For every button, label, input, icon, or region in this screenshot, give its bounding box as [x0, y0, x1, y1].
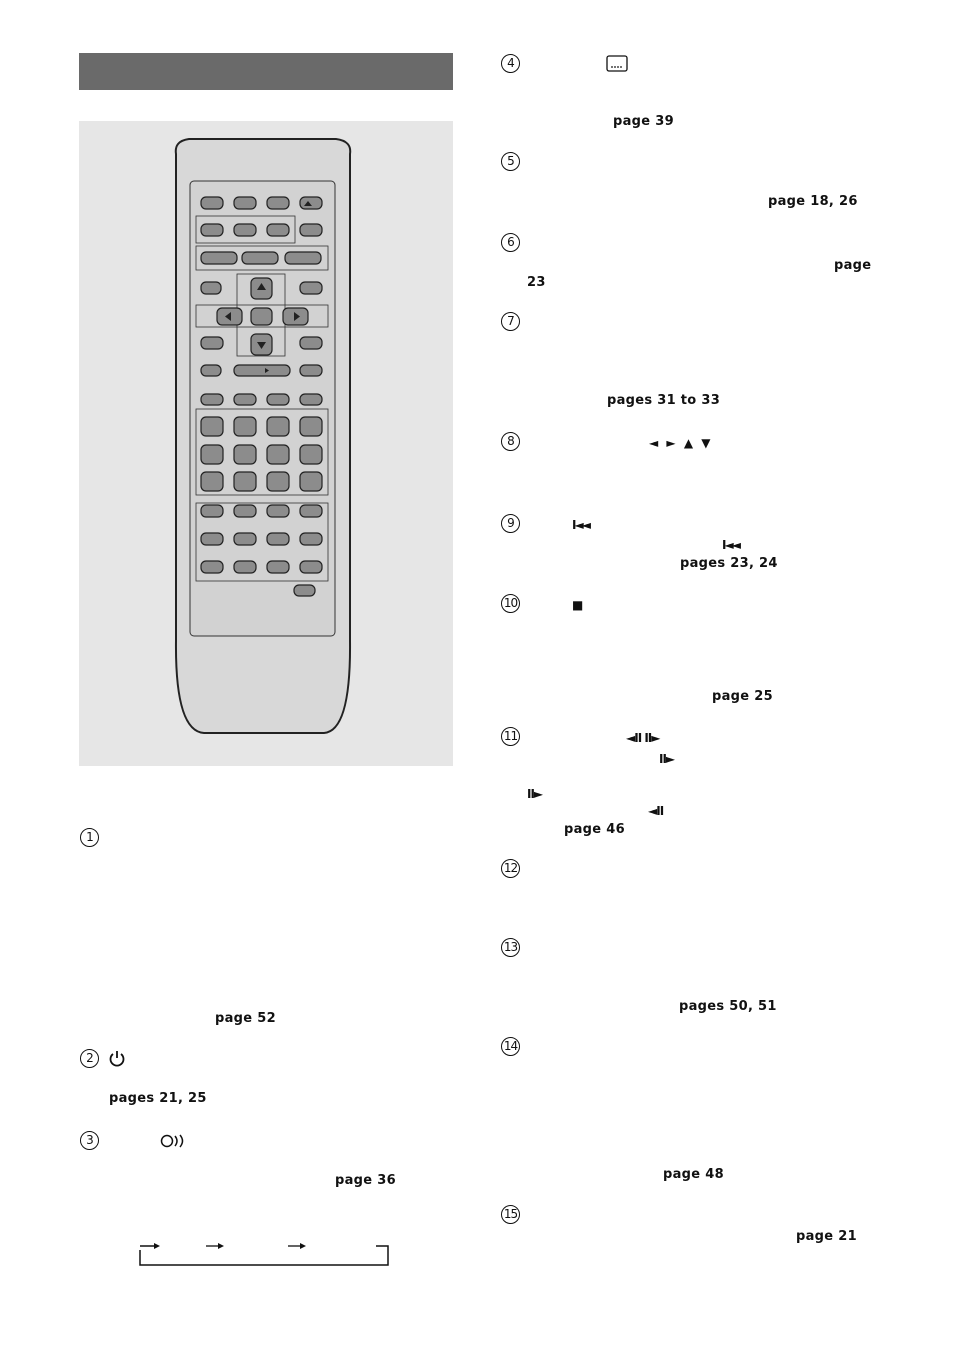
remote-button	[300, 533, 322, 545]
item-number-6: 6	[501, 233, 520, 252]
remote-button	[267, 394, 289, 405]
remote-button	[300, 224, 322, 236]
subtitle-icon	[606, 55, 628, 72]
remote-wide-button	[201, 252, 237, 264]
remote-button	[201, 224, 223, 236]
page-ref-3: page 36	[335, 1173, 396, 1188]
remote-button	[267, 505, 289, 517]
remote-button	[234, 224, 256, 236]
surround-icon	[160, 1133, 188, 1149]
item-number-9: 9	[501, 514, 520, 533]
number-key	[300, 417, 322, 436]
stop-symbol: ■	[572, 598, 585, 612]
step-forward-symbol: II►	[659, 752, 675, 766]
remote-wide-button	[285, 252, 321, 264]
item-number-13: 13	[501, 938, 520, 957]
item-number-3: 3	[80, 1131, 99, 1150]
page-ref-15: page 21	[796, 1229, 857, 1244]
number-key	[267, 472, 289, 491]
item-number-2: 2	[80, 1049, 99, 1068]
item-number-12: 12	[501, 859, 520, 878]
number-key	[300, 472, 322, 491]
remote-button	[201, 365, 221, 376]
item-number-7: 7	[501, 312, 520, 331]
number-key	[234, 445, 256, 464]
number-key	[300, 445, 322, 464]
skip-back-symbol: I◄◄	[572, 518, 589, 532]
page-ref-1: page 52	[215, 1011, 276, 1026]
number-key	[201, 472, 223, 491]
remote-button	[201, 533, 223, 545]
page-ref-2: pages 21, 25	[109, 1091, 207, 1106]
remote-button	[201, 561, 223, 573]
remote-wide-button	[242, 252, 278, 264]
number-key	[201, 445, 223, 464]
page-ref-5: page 18, 26	[768, 194, 858, 209]
play-button	[234, 365, 290, 376]
cycle-arrow	[300, 1243, 306, 1249]
remote-button	[234, 561, 256, 573]
page-ref-6a: page	[834, 258, 872, 273]
step-back-symbol: ◄II	[648, 804, 664, 818]
cycle-arrow	[218, 1243, 224, 1249]
remote-button	[201, 505, 223, 517]
remote-button	[267, 533, 289, 545]
section-header-bar	[79, 53, 453, 90]
page-ref-6b: 23	[527, 275, 546, 290]
page-ref-13: pages 50, 51	[679, 999, 777, 1014]
item-number-15: 15	[501, 1205, 520, 1224]
remote-button	[267, 197, 289, 209]
item-number-4: 4	[501, 54, 520, 73]
remote-button	[234, 505, 256, 517]
item-number-1: 1	[80, 828, 99, 847]
number-key	[234, 472, 256, 491]
page-ref-4: page 39	[613, 114, 674, 129]
slow-frame-symbols: ◄II II►	[626, 731, 660, 745]
power-icon	[108, 1050, 126, 1068]
dpad-enter-button	[251, 308, 272, 325]
remote-button	[201, 394, 223, 405]
remote-button	[300, 337, 322, 349]
item-number-11: 11	[501, 727, 520, 746]
step-forward-symbol-2: II►	[527, 787, 543, 801]
number-key	[267, 445, 289, 464]
remote-button	[267, 561, 289, 573]
page-ref-11: page 46	[564, 822, 625, 837]
remote-button	[234, 533, 256, 545]
item-number-14: 14	[501, 1037, 520, 1056]
mode-cycle-diagram	[134, 1238, 394, 1270]
remote-button	[300, 282, 322, 294]
remote-button	[201, 337, 223, 349]
remote-button	[300, 394, 322, 405]
page-ref-9: pages 23, 24	[680, 556, 778, 571]
page-ref-10: page 25	[712, 689, 773, 704]
remote-button	[267, 224, 289, 236]
page-ref-7: pages 31 to 33	[607, 393, 721, 408]
page-ref-14: page 48	[663, 1167, 724, 1182]
remote-panel	[79, 121, 453, 766]
number-key	[234, 417, 256, 436]
remote-button	[201, 282, 221, 294]
mode-switch	[294, 585, 315, 596]
number-key	[267, 417, 289, 436]
remote-button	[300, 561, 322, 573]
remote-button	[300, 505, 322, 517]
remote-button	[300, 197, 322, 209]
item-number-10: 10	[501, 594, 520, 613]
remote-button	[234, 197, 256, 209]
item-number-8: 8	[501, 432, 520, 451]
remote-button	[234, 394, 256, 405]
cycle-loop-line	[140, 1246, 388, 1265]
item-number-5: 5	[501, 152, 520, 171]
number-key	[201, 417, 223, 436]
cursor-arrows-symbol: ◄ ► ▲ ▼	[649, 436, 713, 450]
skip-back-symbol-2: I◄◄	[722, 538, 739, 552]
remote-control-illustration	[79, 121, 453, 766]
remote-button	[300, 365, 322, 376]
remote-button	[201, 197, 223, 209]
cycle-arrow	[154, 1243, 160, 1249]
